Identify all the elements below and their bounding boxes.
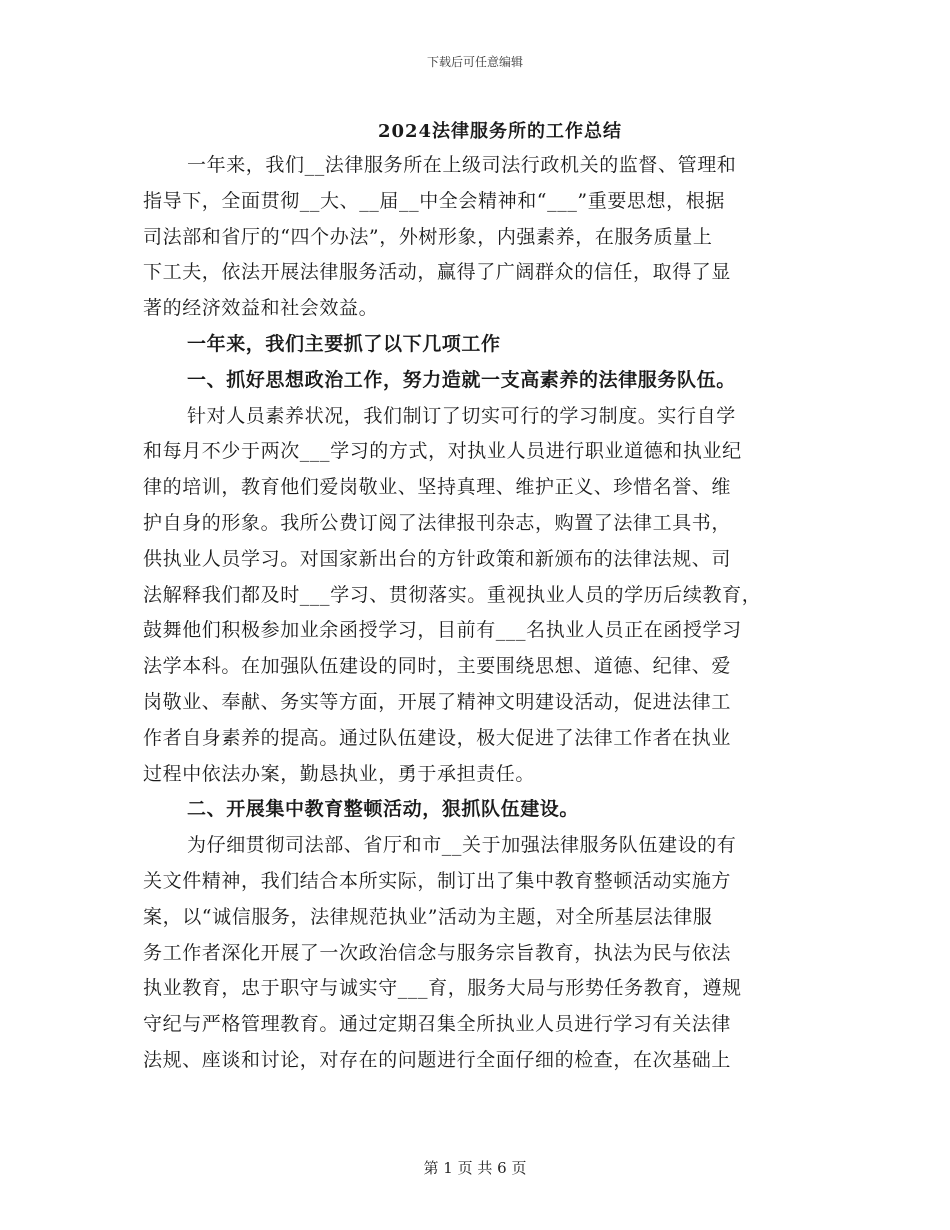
paragraph-line: 过程中依法办案，勤恳执业，勇于承担责任。 <box>143 762 536 785</box>
paragraph-line: 法学本科。在加强队伍建设的同时，主要围绕思想、道德、纪律、爱 <box>143 655 732 678</box>
section-heading-line: 一、抓好思想政治工作，努力造就一支高素养的法律服务队伍。 <box>187 368 736 391</box>
paragraph-line: 关文件精神，我们结合本所实际，制订出了集中教育整顿活动实施方 <box>143 869 732 892</box>
paragraph-line: 案，以“诚信服务，法律规范执业”活动为主题，对全所基层法律服 <box>143 905 713 928</box>
paragraph-line: 和每月不少于两次___学习的方式，对执业人员进行职业道德和执业纪 <box>143 440 742 463</box>
paragraph-line: 执业教育，忠于职守与诚实守___育，服务大局与形势任务教育，遵规 <box>143 977 742 1000</box>
paragraph-line: 著的经济效益和社会效益。 <box>143 297 379 320</box>
paragraph-line: 岗敬业、奉献、务实等方面，开展了精神文明建设活动，促进法律工 <box>143 690 732 713</box>
page-footer: 第 1 页 共 6 页 <box>423 1159 527 1177</box>
paragraph-line: 务工作者深化开展了一次政治信念与服务宗旨教育，执法为民与依法 <box>143 941 732 964</box>
paragraph-line: 下工夫，依法开展法律服务活动，赢得了广阔群众的信任，取得了显 <box>143 261 732 284</box>
paragraph-line: 法规、座谈和讨论，对存在的问题进行全面仔细的检查，在次基础上 <box>143 1048 732 1071</box>
section-heading-line: 一年来，我们主要抓了以下几项工作 <box>187 332 501 355</box>
paragraph-line: 供执业人员学习。对国家新出台的方针政策和新颁布的法律法规、司 <box>143 547 732 570</box>
paragraph-line: 法解释我们都及时___学习、贯彻落实。重视执业人员的学历后续教育， <box>143 583 762 606</box>
paragraph-line: 指导下，全面贯彻__大、__届__中全会精神和“___”重要思想，根据 <box>143 189 725 212</box>
document-title: 2024法律服务所的工作总结 <box>377 121 623 142</box>
paragraph-line: 作者自身素养的提高。通过队伍建设，极大促进了法律工作者在执业 <box>143 726 732 749</box>
paragraph-line: 护自身的形象。我所公费订阅了法律报刊杂志，购置了法律工具书， <box>143 511 732 534</box>
header-note: 下载后可任意编辑 <box>426 55 523 69</box>
paragraph-line: 一年来，我们__法律服务所在上级司法行政机关的监督、管理和 <box>187 154 737 176</box>
paragraph-line: 鼓舞他们积极参加业余函授学习，目前有___名执业人员正在函授学习 <box>143 619 742 642</box>
document-body <box>143 148 823 1079</box>
section-heading-line: 二、开展集中教育整顿活动，狠抓队伍建设。 <box>187 798 580 821</box>
paragraph-line: 为仔细贯彻司法部、省厅和市__关于加强法律服务队伍建设的有 <box>187 834 737 857</box>
paragraph-line: 律的培训，教育他们爱岗敬业、坚持真理、维护正义、珍惜名誉、维 <box>143 476 732 499</box>
paragraph-line: 针对人员素养状况，我们制订了切实可行的学习制度。实行自学 <box>187 404 736 427</box>
paragraph-line: 守纪与严格管理教育。通过定期召集全所执业人员进行学习有关法律 <box>143 1013 732 1036</box>
paragraph-line: 司法部和省厅的“四个办法”，外树形象，内强素养，在服务质量上 <box>143 225 713 248</box>
